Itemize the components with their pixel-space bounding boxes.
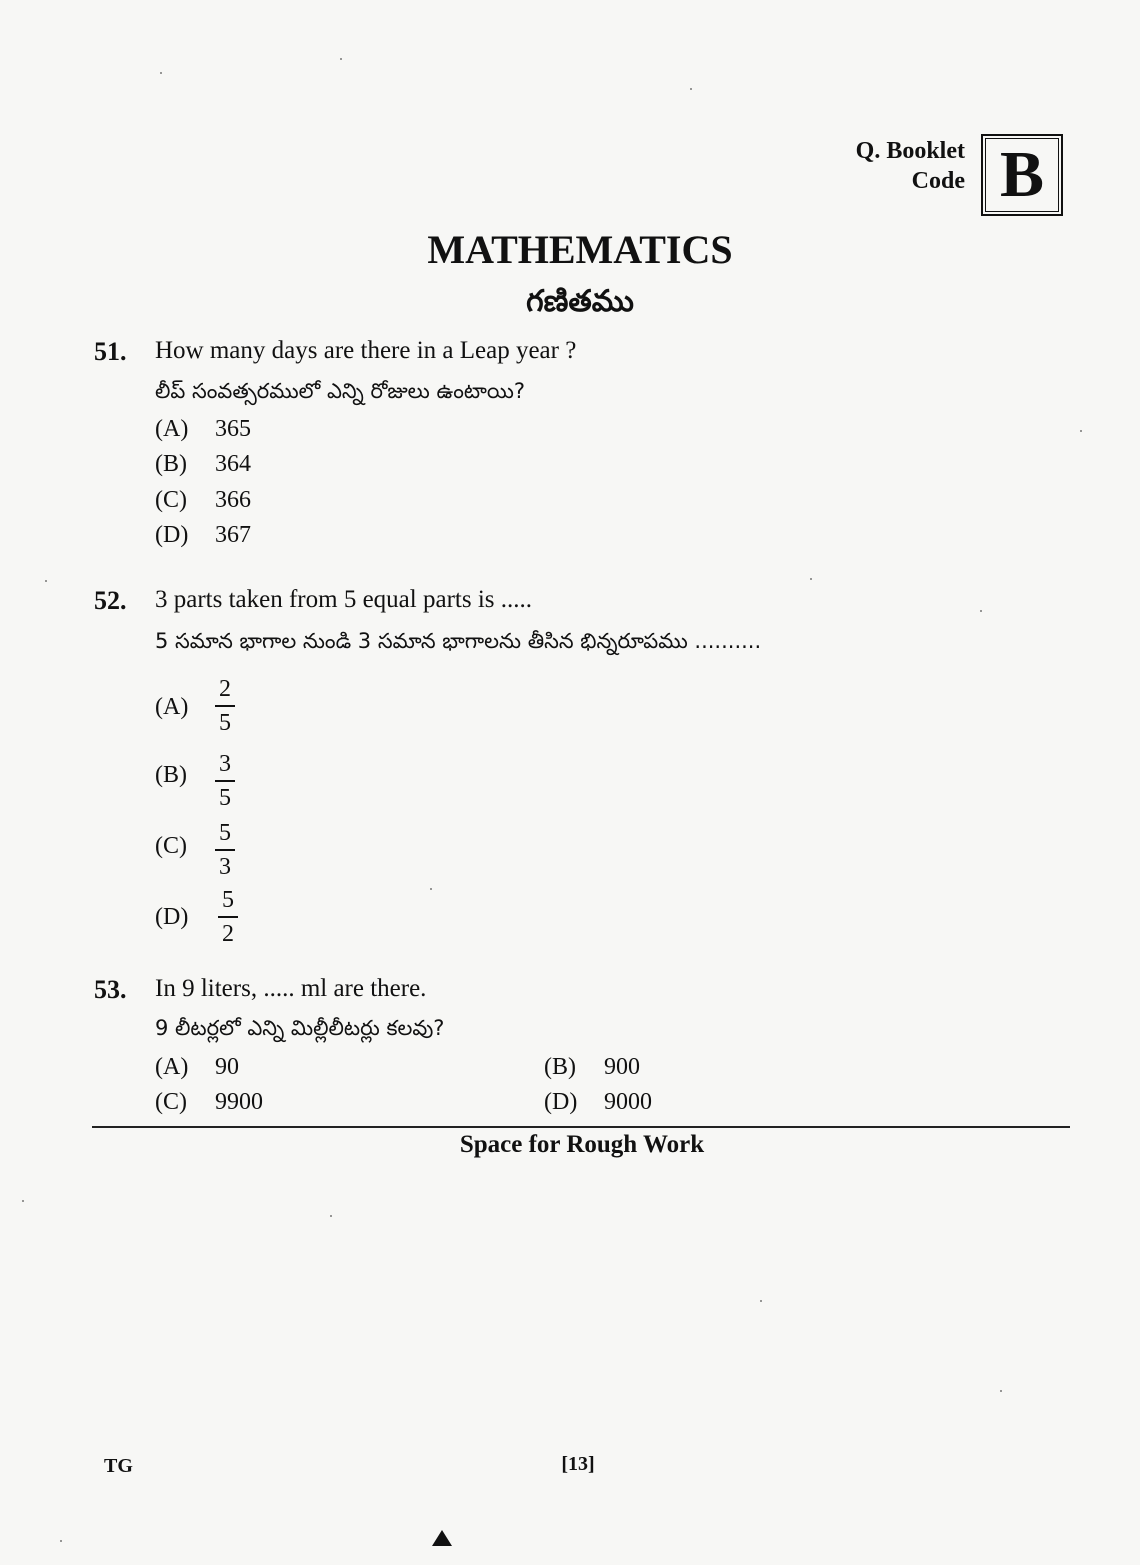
option-d-fraction [217,885,239,949]
option-a[interactable] [155,416,251,443]
scan-speck [60,1540,62,1542]
footer-code: TG [104,1455,133,1477]
option-c-label[interactable]: (C) [155,833,187,859]
option-c[interactable] [155,1089,263,1116]
scan-speck [340,58,342,60]
question-text: 3 parts taken from 5 equal parts is ..... [155,586,532,613]
scan-speck [430,888,432,890]
option-value: 90 [215,1054,239,1080]
option-value: 9900 [215,1089,263,1115]
scan-speck [45,580,47,582]
booklet-code-box [981,134,1063,216]
option-value: 9000 [604,1089,652,1115]
option-value: 367 [215,522,251,548]
option-d[interactable] [544,1089,652,1116]
option-value: 366 [215,487,251,513]
fraction-denominator: 5 [219,785,231,811]
option-value: 365 [215,416,251,442]
option-b[interactable] [544,1054,640,1081]
scan-speck [1080,430,1082,432]
option-b[interactable] [155,451,251,478]
option-c-fraction [214,818,236,882]
option-label: (B) [544,1054,576,1080]
question-number: 52. [94,586,127,615]
fraction-denominator: 3 [219,854,231,880]
option-value: 900 [604,1054,640,1080]
question-text: In 9 liters, ..... ml are there. [155,975,427,1002]
fraction-numerator: 5 [219,820,231,846]
option-value: 364 [215,451,251,477]
page-number: [13] [561,1453,595,1475]
scan-speck [810,578,812,580]
fraction-numerator: 2 [219,676,231,702]
option-a-fraction [214,674,236,738]
divider [92,1126,1070,1128]
fraction-numerator: 5 [222,887,234,913]
question-text-telugu: 5 సమాన భాగాల నుండి 3 సమాన భాగాలను తీసిన భిన్నరూపము .......... [155,629,762,653]
option-d[interactable] [155,522,251,549]
option-label: (A) [155,416,189,442]
scan-speck [690,88,692,90]
option-label: (D) [544,1089,578,1115]
option-label: (A) [155,1054,189,1080]
page-title-telugu: గణితము [526,284,634,319]
scan-speck [760,1300,762,1302]
option-label: (C) [155,1089,187,1115]
question-number: 51. [94,337,127,366]
question-text-telugu: లీప్ సంవత్సరములో ఎన్ని రోజులు ఉంటాయి? [155,379,526,403]
option-b-label[interactable]: (B) [155,762,187,788]
scan-speck [330,1215,332,1217]
fraction-bar [215,849,235,851]
option-label: (C) [155,487,187,513]
booklet-label-line1: Q. Booklet [855,138,965,164]
fraction-bar [215,780,235,782]
option-d-label[interactable]: (D) [155,904,189,930]
scan-speck [980,610,982,612]
booklet-label-line2: Code [911,168,965,194]
option-a-label[interactable]: (A) [155,694,189,720]
scan-speck [22,1200,24,1202]
fraction-bar [215,705,235,707]
scan-speck [1000,1390,1002,1392]
rough-work-label: Space for Rough Work [459,1131,705,1158]
fraction-denominator: 5 [219,710,231,736]
page-title: MATHEMATICS [427,227,733,272]
booklet-code: B [985,138,1059,212]
fraction-denominator: 2 [222,921,234,947]
option-c[interactable] [155,487,251,514]
option-b-fraction [214,749,236,813]
bottom-mark-icon [432,1530,452,1546]
question-text-telugu: 9 లీటర్లలో ఎన్ని మిల్లీలీటర్లు కలవు? [155,1016,445,1040]
fraction-numerator: 3 [219,751,231,777]
question-text: How many days are there in a Leap year ? [155,337,577,364]
option-label: (D) [155,522,189,548]
scan-speck [160,72,162,74]
option-a[interactable] [155,1054,239,1081]
question-number: 53. [94,975,127,1004]
booklet-label [790,136,965,196]
option-label: (B) [155,451,187,477]
fraction-bar [218,916,238,918]
